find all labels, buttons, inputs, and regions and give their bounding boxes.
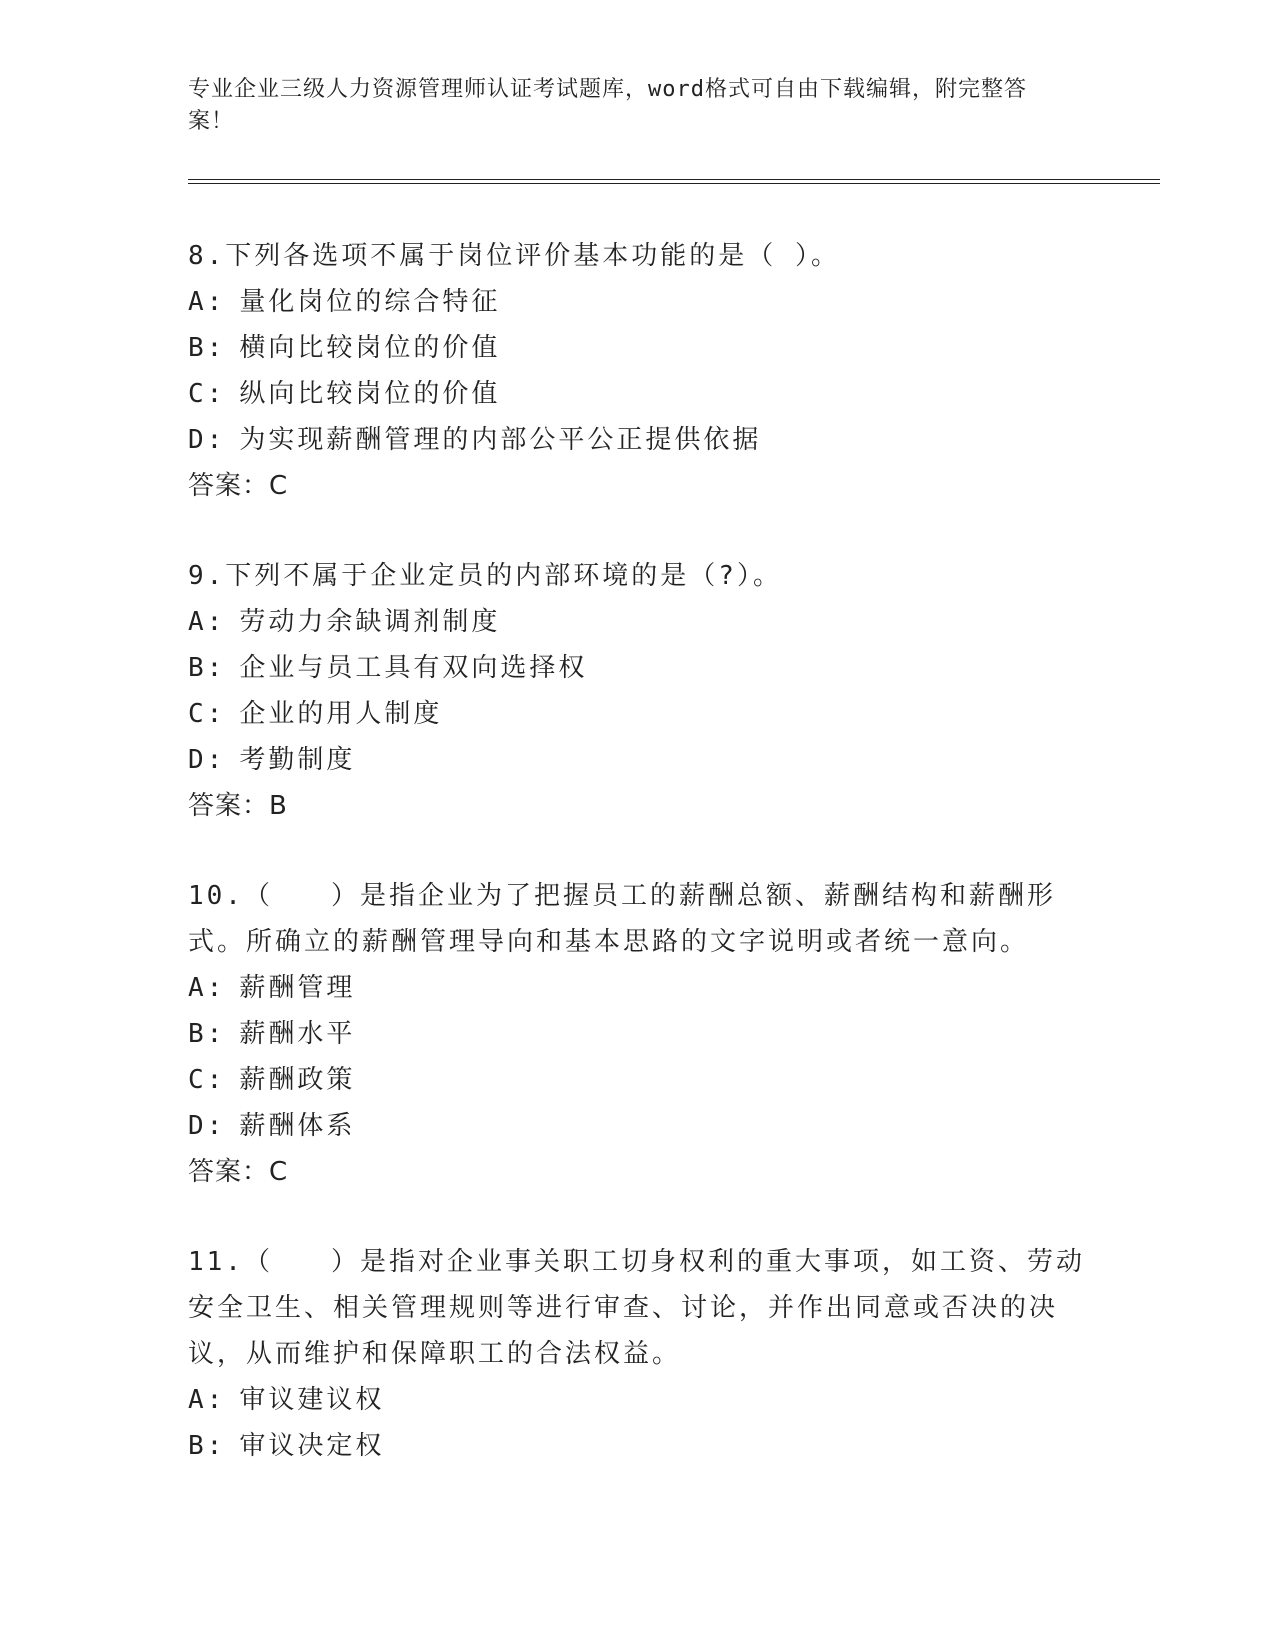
- option-a: [188, 965, 1088, 1011]
- option-text: 横向比较岗位的价值: [239, 333, 501, 363]
- option-b: [188, 1423, 1088, 1469]
- option-a: [188, 1377, 1088, 1423]
- option-letter: A:: [188, 607, 226, 637]
- option-letter: A:: [188, 1385, 226, 1415]
- question-stem: 11.（ ）是指对企业事关职工切身权利的重大事项，如工资、劳动安全卫生、相关管理规则等进行审查、讨论，并作出同意或否决的决议，从而维护和保障职工的合法权益。: [188, 1247, 1085, 1369]
- option-text: 考勤制度: [239, 745, 356, 775]
- question-stem: 9.下列不属于企业定员的内部环境的是（?）。: [188, 561, 782, 591]
- option-a: [188, 279, 1088, 325]
- option-letter: B:: [188, 1431, 226, 1461]
- option-text: 纵向比较岗位的价值: [239, 379, 501, 409]
- option-letter: A:: [188, 973, 226, 1003]
- question-11: [188, 1239, 1088, 1469]
- option-c: [188, 1057, 1088, 1103]
- option-b: [188, 1011, 1088, 1057]
- option-letter: C:: [188, 699, 226, 729]
- option-letter: C:: [188, 1065, 226, 1095]
- option-text: 审议决定权: [239, 1431, 385, 1461]
- option-letter: C:: [188, 379, 226, 409]
- option-text: 审议建议权: [239, 1385, 385, 1415]
- option-a: [188, 599, 1088, 645]
- question-stem: 8.下列各选项不属于岗位评价基本功能的是（ ）。: [188, 241, 840, 271]
- question-10: [188, 873, 1088, 1195]
- option-letter: B:: [188, 1019, 226, 1049]
- option-b: [188, 645, 1088, 691]
- option-c: [188, 371, 1088, 417]
- option-b: [188, 325, 1088, 371]
- header-rule-top: [188, 179, 1160, 180]
- option-text: 薪酬水平: [239, 1019, 356, 1049]
- question-stem: 10.（ ）是指企业为了把握员工的薪酬总额、薪酬结构和薪酬形式。所确立的薪酬管理导向和基本思路的文字说明或者统一意向。: [188, 881, 1056, 957]
- option-c: [188, 691, 1088, 737]
- option-letter: D:: [188, 745, 226, 775]
- option-letter: B:: [188, 653, 226, 683]
- option-text: 企业的用人制度: [239, 699, 443, 729]
- answer-line: 答案：C: [188, 471, 289, 501]
- option-text: 量化岗位的综合特征: [239, 287, 501, 317]
- option-text: 为实现薪酬管理的内部公平公正提供依据: [239, 425, 762, 455]
- answer-line: 答案：B: [188, 791, 288, 821]
- option-letter: D:: [188, 425, 226, 455]
- option-text: 薪酬体系: [239, 1111, 356, 1141]
- question-8: [188, 233, 1088, 509]
- option-d: [188, 1103, 1088, 1149]
- option-text: 劳动力余缺调剂制度: [239, 607, 501, 637]
- option-letter: A:: [188, 287, 226, 317]
- option-d: [188, 737, 1088, 783]
- document-header: 专业企业三级人力资源管理师认证考试题库，word格式可自由下载编辑，附完整答案！: [188, 77, 1027, 134]
- option-d: [188, 417, 1088, 463]
- option-letter: B:: [188, 333, 226, 363]
- answer-line: 答案：C: [188, 1157, 289, 1187]
- header-rule-bottom: [188, 183, 1160, 184]
- option-text: 薪酬管理: [239, 973, 356, 1003]
- question-list: [188, 233, 1088, 1513]
- question-9: [188, 553, 1088, 829]
- option-text: 薪酬政策: [239, 1065, 356, 1095]
- option-letter: D:: [188, 1111, 226, 1141]
- option-text: 企业与员工具有双向选择权: [239, 653, 588, 683]
